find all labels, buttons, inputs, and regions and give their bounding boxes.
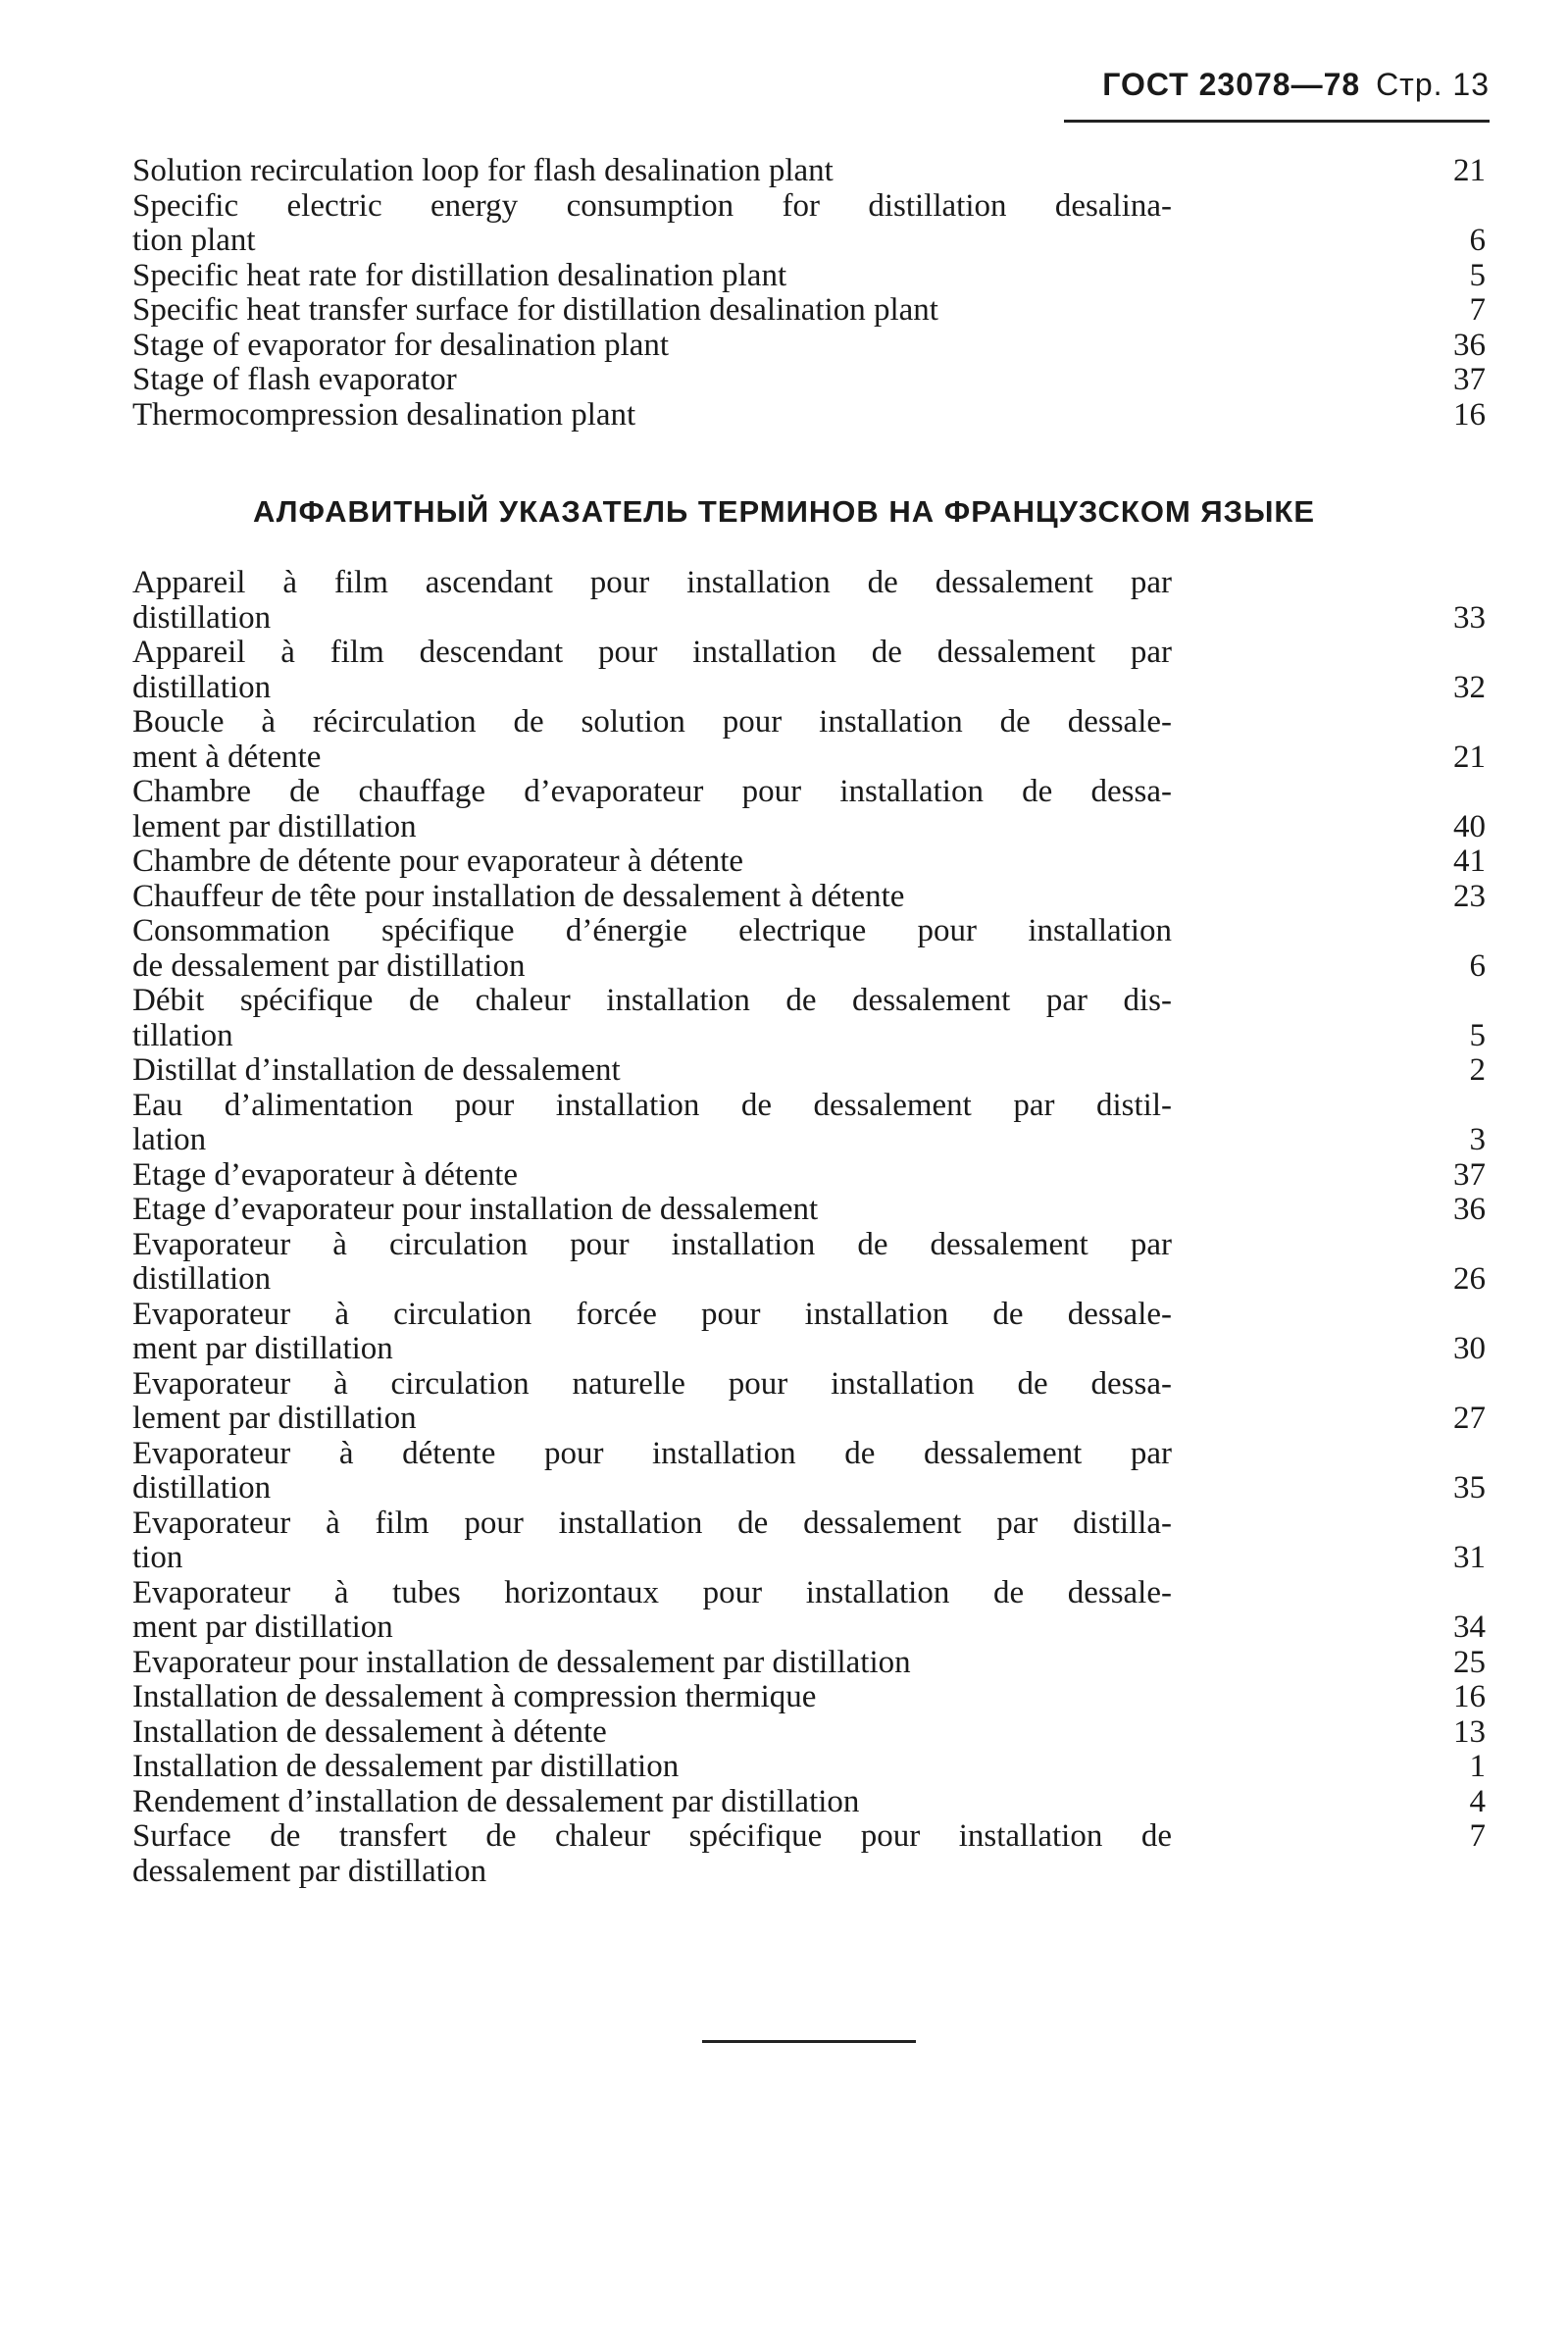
term-line: Evaporateur à circulation forcée pour installation de dessale- (132, 1296, 1172, 1332)
term-line: distillation (132, 669, 272, 705)
page-number: Стр. 13 (1376, 67, 1490, 102)
index-term (132, 1053, 1172, 1089)
index-entry (132, 984, 1486, 1053)
index-entry (132, 1819, 1486, 1889)
index-number: 21 (1453, 153, 1486, 188)
term-line: tillation (132, 1017, 233, 1053)
index-number: 30 (1453, 1331, 1486, 1366)
term-line: lation (132, 1122, 207, 1157)
index-term (132, 1367, 1172, 1437)
french-index-title: АЛФАВИТНЫЙ УКАЗАТЕЛЬ ТЕРМИНОВ НА ФРАНЦУЗСКОМ ЯЗЫКЕ (252, 494, 1316, 529)
term-line: Thermocompression desalination plant (132, 396, 636, 433)
index-term (132, 1506, 1172, 1576)
term-line: Evaporateur à circulation naturelle pour installation de dessa- (132, 1365, 1172, 1402)
index-term (132, 566, 1172, 636)
term-line: Evaporateur à tubes horizontaux pour installation de dessale- (132, 1574, 1172, 1610)
index-term (132, 1680, 1172, 1715)
index-entry (132, 914, 1486, 984)
index-entry (132, 1228, 1486, 1298)
index-entry (132, 844, 1486, 880)
index-number: 1 (1469, 1749, 1486, 1784)
standard-number: ГОСТ 23078—78 (1102, 67, 1361, 102)
term-line: Rendement d’installation de dessalement par distillation (132, 1783, 860, 1819)
term-line: distillation (132, 1261, 272, 1297)
term-line: Surface de transfert de chaleur spécifique pour installation de (132, 1818, 1172, 1854)
index-entry (132, 154, 1486, 189)
term-line: Etage d’evaporateur pour installation de dessalement (132, 1192, 819, 1227)
index-entry (132, 1715, 1486, 1751)
term-line: Boucle à récirculation de solution pour installation de dessale- (132, 704, 1172, 740)
index-term (132, 844, 1172, 880)
index-term (132, 1089, 1172, 1158)
index-entry (132, 1750, 1486, 1785)
term-line: Chambre de détente pour evaporateur à détente (132, 843, 744, 879)
term-line: tion (132, 1540, 183, 1575)
term-line: Chambre de chauffage d’evaporateur pour installation de dessa- (132, 774, 1172, 809)
index-number: 27 (1453, 1401, 1486, 1436)
index-term (132, 984, 1172, 1053)
term-line: Débit spécifique de chaleur installation de dessalement par dis- (132, 983, 1172, 1018)
index-entry (132, 189, 1486, 259)
index-number: 40 (1453, 808, 1486, 844)
index-number: 31 (1453, 1540, 1486, 1575)
end-rule (702, 2040, 916, 2043)
index-number: 7 (1469, 292, 1486, 328)
index-entry (132, 1193, 1486, 1228)
index-entry (132, 566, 1486, 636)
index-entry (132, 259, 1486, 294)
index-term (132, 775, 1172, 844)
index-entry (132, 1298, 1486, 1367)
term-line: Stage of flash evaporator (132, 362, 457, 397)
term-line: tion plant (132, 223, 256, 258)
term-line: Stage of evaporator for desalination plant (132, 327, 670, 363)
index-term (132, 1193, 1172, 1228)
index-number: 34 (1453, 1609, 1486, 1645)
index-entry (132, 1437, 1486, 1506)
index-entry (132, 1576, 1486, 1646)
term-line: Installation de dessalement à compression thermique (132, 1679, 817, 1714)
index-number: 16 (1453, 1679, 1486, 1714)
index-term (132, 363, 1172, 398)
index-term (132, 636, 1172, 705)
index-number: 33 (1453, 599, 1486, 636)
index-number: 23 (1453, 878, 1486, 914)
index-term (132, 705, 1172, 775)
index-term (132, 914, 1172, 984)
index-number: 5 (1469, 1017, 1486, 1053)
index-entry (132, 1506, 1486, 1576)
index-term (132, 1158, 1172, 1194)
index-entry (132, 1053, 1486, 1089)
term-line: Specific heat transfer surface for distillation desalination plant (132, 292, 938, 328)
index-number: 32 (1453, 669, 1486, 705)
index-term (132, 398, 1172, 434)
index-number: 41 (1453, 843, 1486, 879)
term-line: lement par distillation (132, 1401, 417, 1436)
index-term (132, 1750, 1172, 1785)
index-entry (132, 880, 1486, 915)
index-term (132, 1646, 1172, 1681)
index-entry (132, 329, 1486, 364)
index-term (132, 1819, 1172, 1889)
index-term (132, 1228, 1172, 1298)
index-number: 37 (1453, 1156, 1486, 1193)
term-line: Appareil à film ascendant pour installation de dessalement par (132, 565, 1172, 600)
index-entry (132, 293, 1486, 329)
index-term (132, 1785, 1172, 1820)
term-line: Appareil à film descendant pour installation de dessalement par (132, 635, 1172, 670)
term-line: Specific electric energy consumption for distillation desalina- (132, 187, 1172, 224)
term-line: ment par distillation (132, 1331, 393, 1366)
index-term (132, 1298, 1172, 1367)
index-term (132, 1576, 1172, 1646)
index-number: 36 (1453, 1192, 1486, 1227)
index-entry (132, 363, 1486, 398)
term-line: Specific heat rate for distillation desalination plant (132, 257, 787, 293)
index-number: 2 (1469, 1052, 1486, 1088)
term-line: ment à détente (132, 739, 322, 775)
index-term (132, 154, 1172, 189)
index-number: 6 (1469, 223, 1486, 258)
term-line: Installation de dessalement par distillation (132, 1749, 680, 1784)
term-line: de dessalement par distillation (132, 947, 526, 984)
index-number: 5 (1469, 257, 1486, 293)
term-line: Evaporateur à film pour installation de dessalement par distilla- (132, 1505, 1172, 1541)
index-number: 3 (1469, 1122, 1486, 1157)
term-line: Evaporateur à circulation pour installation de dessalement par (132, 1226, 1172, 1262)
index-entry (132, 1158, 1486, 1194)
header-rule (1064, 120, 1490, 123)
index-term (132, 259, 1172, 294)
term-line: Chauffeur de tête pour installation de dessalement à détente (132, 878, 905, 914)
index-number: 16 (1453, 396, 1486, 433)
index-number: 7 (1469, 1818, 1486, 1854)
index-number: 6 (1469, 947, 1486, 984)
page-header (1102, 67, 1490, 103)
index-number: 4 (1469, 1783, 1486, 1819)
term-line: distillation (132, 599, 272, 636)
index-number: 35 (1453, 1470, 1486, 1506)
index-entry (132, 705, 1486, 775)
index-entry (132, 1367, 1486, 1437)
term-line: ment par distillation (132, 1609, 393, 1645)
index-term (132, 189, 1172, 259)
index-term (132, 293, 1172, 329)
index-entry (132, 636, 1486, 705)
french-index-list (132, 566, 1486, 1889)
index-number: 21 (1453, 739, 1486, 775)
index-number: 25 (1453, 1644, 1486, 1680)
index-term (132, 329, 1172, 364)
index-entry (132, 1646, 1486, 1681)
term-line: dessalement par distillation (132, 1853, 487, 1889)
term-line: lement par distillation (132, 808, 417, 844)
term-line: Distillat d’installation de dessalement (132, 1052, 621, 1088)
term-line: Eau d’alimentation pour installation de dessalement par distil- (132, 1087, 1172, 1123)
index-number: 37 (1453, 362, 1486, 397)
index-entry (132, 1089, 1486, 1158)
term-line: Solution recirculation loop for flash desalination plant (132, 153, 834, 188)
index-entry (132, 1785, 1486, 1820)
term-line: Installation de dessalement à détente (132, 1713, 607, 1750)
term-line: Evaporateur à détente pour installation de dessalement par (132, 1435, 1172, 1471)
index-entry (132, 775, 1486, 844)
term-line: Etage d’evaporateur à détente (132, 1156, 519, 1193)
index-number: 36 (1453, 327, 1486, 363)
index-term (132, 1715, 1172, 1751)
index-entry (132, 1680, 1486, 1715)
index-term (132, 1437, 1172, 1506)
index-number: 26 (1453, 1261, 1486, 1297)
index-term (132, 880, 1172, 915)
index-number: 13 (1453, 1713, 1486, 1750)
index-entry (132, 398, 1486, 434)
english-index-list (132, 154, 1486, 433)
term-line: Consommation spécifique d’énergie electrique pour installation (132, 913, 1172, 948)
term-line: distillation (132, 1470, 272, 1506)
term-line: Evaporateur pour installation de dessalement par distillation (132, 1644, 911, 1680)
